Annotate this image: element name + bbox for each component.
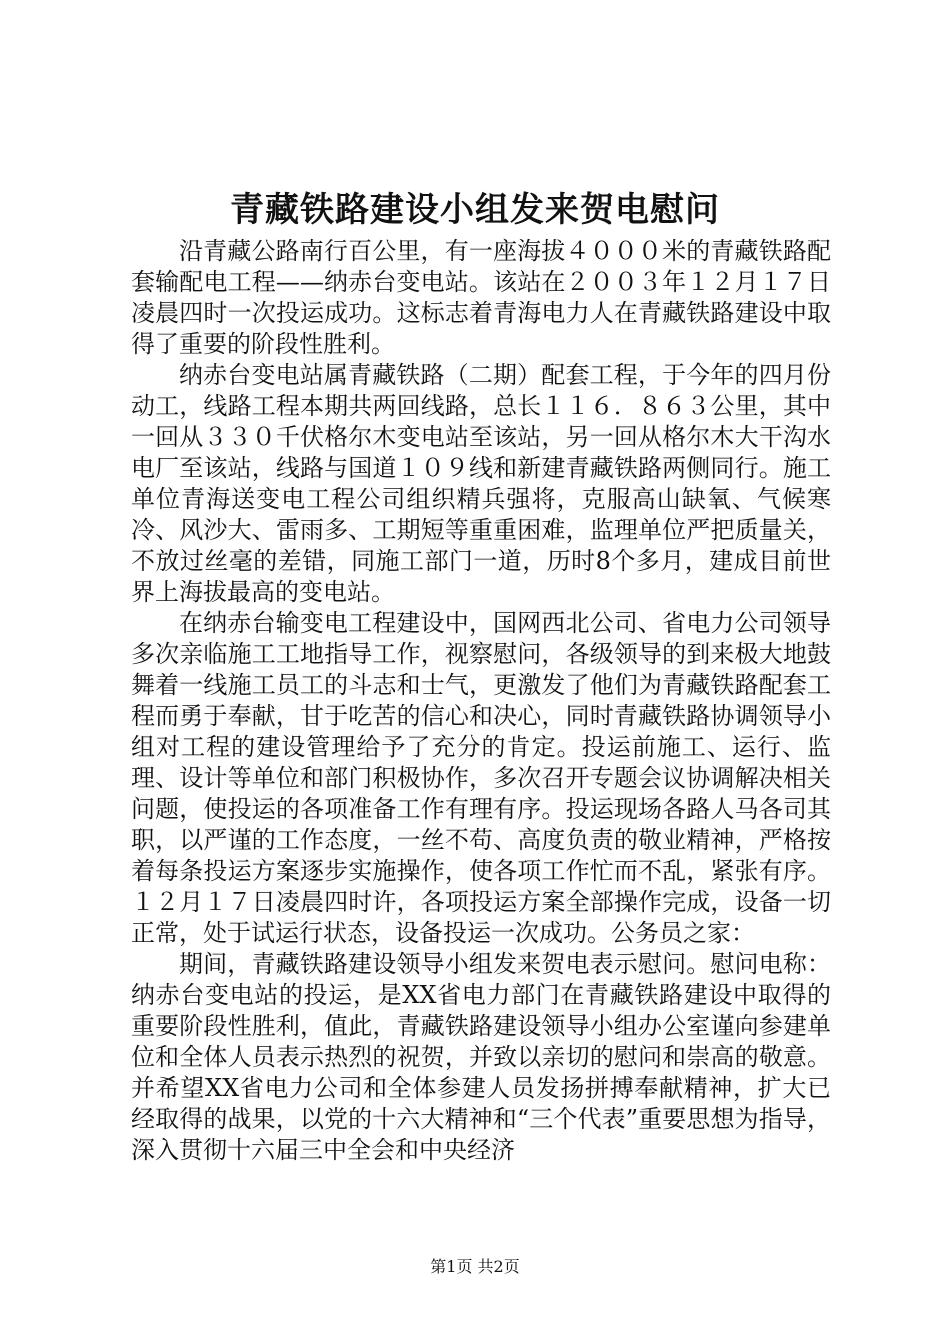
paragraph-2: 纳赤台变电站属青藏铁路（二期）配套工程，于今年的四月份动工，线路工程本期共两回线路，总长１１６．８６３公里，其中一回从３３０千伏格尔木变电站至该站，另一回从格尔木大干沟水电厂至该站，线路与国道１０９线和新建青藏铁路两侧同行。施工单位青海送变电工程公司组织精兵强将，克服高山缺氧、气候寒冷、风沙大、雷雨多、工期短等重重困难，监理单位严把质量关，不放过丝毫的差错，同施工部门一道，历时8个多月，建成目前世界上海拔最高的变电站。 <box>131 361 831 606</box>
paragraph-3: 在纳赤台输变电工程建设中，国网西北公司、省电力公司领导多次亲临施工工地指导工作，视察慰问，各级领导的到来极大地鼓舞着一线施工员工的斗志和士气，更激发了他们为青藏铁路配套工程而勇于奉献，甘于吃苦的信心和决心，同时青藏铁路协调领导小组对工程的建设管理给予了充分的肯定。投运前施工、运行、监理、设计等单位和部门积极协作，多次召开专题会议协调解决相关问题，使投运的各项准备工作有理有序。投运现场各路人马各司其职，以严谨的工作态度，一丝不苟、高度负责的敬业精神，严格按着每条投运方案逐步实施操作，使各项工作忙而不乱，紧张有序。１２月１７日凌晨四时许，各项投运方案全部操作完成，设备一切正常，处于试运行状态，设备投运一次成功。公务员之家： <box>131 609 831 947</box>
paragraph-1: 沿青藏公路南行百公里，有一座海拔４０００米的青藏铁路配套输配电工程——纳赤台变电站。该站在２００３年１２月１７日凌晨四时一次投运成功。这标志着青海电力人在青藏铁路建设中取得了重要的阶段性胜利。 <box>131 237 831 358</box>
page-number-footer: 第1页 共2页 <box>430 1257 520 1276</box>
document-title: 青藏铁路建设小组发来贺电慰问 <box>230 190 720 230</box>
paragraph-4: 期间，青藏铁路建设领导小组发来贺电表示慰问。慰问电称：纳赤台变电站的投运，是XX省电力部门在青藏铁路建设中取得的重要阶段性胜利，值此，青藏铁路建设领导小组办公室谨向参建单位和全体人员表示热烈的祝贺，并致以亲切的慰问和崇高的敬意。并希望XX省电力公司和全体参建人员发扬拼搏奉献精神，扩大已经取得的战果，以党的十六大精神和“三个代表”重要思想为指导，深入贯彻十六届三中全会和中央经济 <box>131 950 831 1164</box>
document-body <box>131 236 831 1166</box>
